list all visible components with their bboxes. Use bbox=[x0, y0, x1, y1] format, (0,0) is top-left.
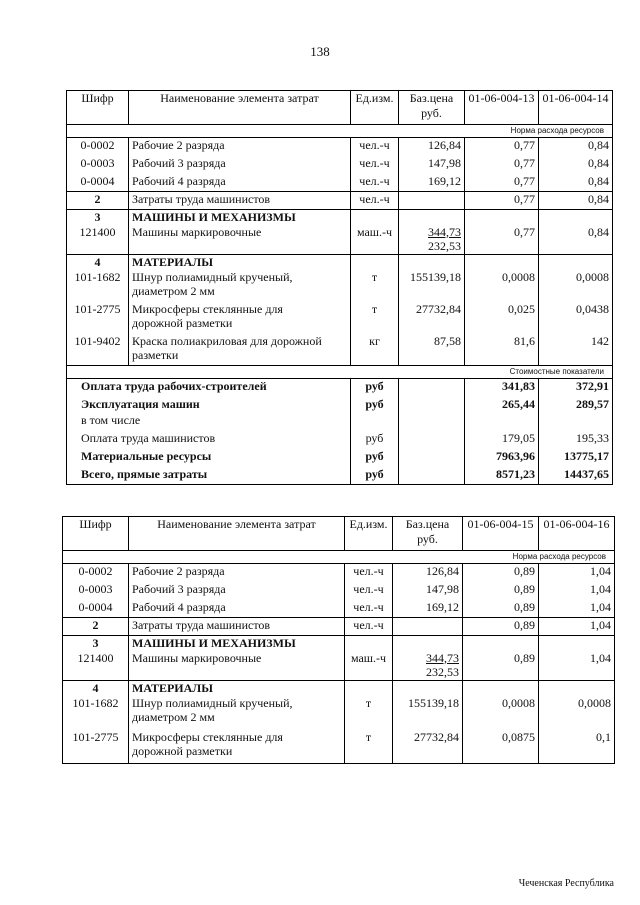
cost-caption-row bbox=[67, 366, 613, 379]
cell-name: Затраты труда машинистов bbox=[129, 618, 345, 636]
total-value-a: 179,05 bbox=[465, 431, 539, 449]
cell-unit: т bbox=[351, 270, 399, 302]
section-title: МАШИНЫ И МЕХАНИЗМЫ bbox=[129, 210, 351, 225]
name-line-2: разметки bbox=[132, 347, 179, 362]
total-unit bbox=[351, 413, 399, 431]
total-unit: руб bbox=[351, 467, 399, 485]
cell-price bbox=[393, 651, 463, 681]
cell-code: 0-0003 bbox=[67, 156, 129, 174]
total-label: Оплата труда машинистов bbox=[67, 431, 351, 449]
name-line-2: дорожной разметки bbox=[132, 743, 233, 758]
cell-unit: чел.-ч bbox=[345, 600, 393, 618]
total-unit: руб bbox=[351, 379, 399, 397]
cell-value-a: 0,77 bbox=[465, 192, 539, 210]
cell-value-a: 0,0008 bbox=[463, 696, 539, 730]
cell-price: 155139,18 bbox=[399, 270, 465, 302]
page-number: 138 bbox=[310, 44, 330, 59]
header-code: Шифр bbox=[67, 91, 129, 125]
cell-code: 0-0004 bbox=[67, 174, 129, 192]
cell-value-a: 0,89 bbox=[463, 600, 539, 618]
name-line-2: диаметром 2 мм bbox=[132, 709, 215, 724]
cell-code: 2 bbox=[67, 192, 129, 210]
cell-code: 101-2775 bbox=[67, 302, 129, 334]
header-price: Баз.цена руб. bbox=[399, 91, 465, 125]
section-title: МАТЕРИАЛЫ bbox=[129, 681, 345, 696]
table-header bbox=[67, 91, 613, 125]
total-value-b bbox=[539, 413, 613, 431]
table-row bbox=[63, 730, 615, 764]
cell-value-a: 0,0875 bbox=[463, 730, 539, 764]
resource-table-1 bbox=[66, 90, 613, 485]
cell-unit: маш.-ч bbox=[345, 651, 393, 681]
machinists-row bbox=[67, 192, 613, 210]
cell-unit: маш.-ч bbox=[351, 225, 399, 255]
cell-unit: чел.-ч bbox=[351, 192, 399, 210]
cell-unit: кг bbox=[351, 334, 399, 366]
cell-name: Рабочие 2 разряда bbox=[129, 138, 351, 156]
header-code: Шифр bbox=[63, 517, 129, 551]
cell-name bbox=[129, 730, 345, 764]
cell-value-b: 1,04 bbox=[539, 600, 615, 618]
cell-price: 126,84 bbox=[393, 564, 463, 582]
cell-value-b: 0,0438 bbox=[539, 302, 613, 334]
norm-caption-row bbox=[63, 551, 615, 564]
cell-name: Рабочий 4 разряда bbox=[129, 174, 351, 192]
cell-code: 121400 bbox=[63, 651, 129, 681]
header-unit: Ед.изм. bbox=[351, 91, 399, 125]
price-line-2: 232,53 bbox=[426, 664, 459, 679]
section-title: МАШИНЫ И МЕХАНИЗМЫ bbox=[129, 636, 345, 651]
cell-unit: чел.-ч bbox=[351, 156, 399, 174]
total-value-a: 341,83 bbox=[465, 379, 539, 397]
total-value-a: 8571,23 bbox=[465, 467, 539, 485]
cell-price: 147,98 bbox=[399, 156, 465, 174]
header-col-b: 01-06-004-16 bbox=[539, 517, 615, 551]
total-value-b: 195,33 bbox=[539, 431, 613, 449]
cell-value-b: 1,04 bbox=[539, 564, 615, 582]
cell-value-a: 0,89 bbox=[463, 564, 539, 582]
table-row bbox=[63, 582, 615, 600]
cell-name bbox=[129, 334, 351, 366]
cell-value-b: 142 bbox=[539, 334, 613, 366]
cell-price bbox=[399, 192, 465, 210]
machinists-row bbox=[63, 618, 615, 636]
cell-price: 169,12 bbox=[393, 600, 463, 618]
section-number: 3 bbox=[67, 210, 129, 225]
cell-value-b: 0,1 bbox=[539, 730, 615, 764]
total-value-b: 14437,65 bbox=[539, 467, 613, 485]
cell-value-b: 0,84 bbox=[539, 225, 613, 255]
cell-name: Машины маркировочные bbox=[129, 651, 345, 681]
section-materials bbox=[67, 255, 613, 270]
total-label: Оплата труда рабочих-строителей bbox=[67, 379, 351, 397]
total-value-b: 372,91 bbox=[539, 379, 613, 397]
cell-price: 27732,84 bbox=[393, 730, 463, 764]
cell-value-a: 0,89 bbox=[463, 618, 539, 636]
header-col-a: 01-06-004-13 bbox=[465, 91, 539, 125]
total-unit: руб bbox=[351, 449, 399, 467]
table-row bbox=[63, 651, 615, 681]
cell-code: 101-9402 bbox=[67, 334, 129, 366]
cell-code: 101-1682 bbox=[67, 270, 129, 302]
cell-price: 155139,18 bbox=[393, 696, 463, 730]
cell-value-a: 0,77 bbox=[465, 225, 539, 255]
total-row bbox=[67, 379, 613, 397]
cell-code: 0-0002 bbox=[63, 564, 129, 582]
cell-name: Рабочий 3 разряда bbox=[129, 582, 345, 600]
cell-unit: чел.-ч bbox=[345, 618, 393, 636]
header-col-b: 01-06-004-14 bbox=[539, 91, 613, 125]
total-label: в том числе bbox=[67, 413, 351, 431]
cell-value-b: 1,04 bbox=[539, 582, 615, 600]
cell-value-b: 0,84 bbox=[539, 156, 613, 174]
section-machines bbox=[63, 636, 615, 651]
cell-price: 147,98 bbox=[393, 582, 463, 600]
table-row bbox=[67, 334, 613, 366]
table-row bbox=[67, 138, 613, 156]
name-line-1: Шнур полиамидный крученый, bbox=[132, 269, 293, 284]
cell-value-a: 0,0008 bbox=[465, 270, 539, 302]
cell-price: 169,12 bbox=[399, 174, 465, 192]
cell-unit: т bbox=[345, 730, 393, 764]
name-line-1: Микросферы стеклянные для bbox=[132, 301, 283, 316]
cell-name bbox=[129, 302, 351, 334]
cell-name: Машины маркировочные bbox=[129, 225, 351, 255]
table-row bbox=[63, 696, 615, 730]
cell-price: 126,84 bbox=[399, 138, 465, 156]
cell-name: Затраты труда машинистов bbox=[129, 192, 351, 210]
total-value-b: 13775,17 bbox=[539, 449, 613, 467]
cell-value-b: 1,04 bbox=[539, 651, 615, 681]
total-label: Материальные ресурсы bbox=[67, 449, 351, 467]
page-footer: Чеченская Республика bbox=[518, 878, 614, 889]
name-line-2: диаметром 2 мм bbox=[132, 283, 215, 298]
cell-unit: т bbox=[345, 696, 393, 730]
cell-value-b: 0,0008 bbox=[539, 696, 615, 730]
header-price: Баз.цена руб. bbox=[393, 517, 463, 551]
total-value-a: 265,44 bbox=[465, 397, 539, 413]
section-title: МАТЕРИАЛЫ bbox=[129, 255, 351, 270]
total-value-a bbox=[465, 413, 539, 431]
cell-price bbox=[393, 618, 463, 636]
cell-value-b: 0,84 bbox=[539, 138, 613, 156]
cell-value-b: 0,84 bbox=[539, 174, 613, 192]
total-unit: руб bbox=[351, 431, 399, 449]
cell-value-a: 0,025 bbox=[465, 302, 539, 334]
cell-value-a: 0,77 bbox=[465, 138, 539, 156]
cell-value-b: 0,0008 bbox=[539, 270, 613, 302]
table-row bbox=[63, 564, 615, 582]
cell-name: Рабочие 2 разряда bbox=[129, 564, 345, 582]
cell-unit: чел.-ч bbox=[345, 564, 393, 582]
cell-code: 0-0002 bbox=[67, 138, 129, 156]
price-line-1: 344,73 bbox=[426, 650, 459, 665]
table-row bbox=[67, 302, 613, 334]
cell-price: 27732,84 bbox=[399, 302, 465, 334]
cell-unit: чел.-ч bbox=[351, 174, 399, 192]
cell-name: Рабочий 3 разряда bbox=[129, 156, 351, 174]
cell-code: 121400 bbox=[67, 225, 129, 255]
cell-unit: т bbox=[351, 302, 399, 334]
section-number: 4 bbox=[67, 255, 129, 270]
price-line-1: 344,73 bbox=[428, 224, 461, 239]
table-row bbox=[67, 174, 613, 192]
table-row bbox=[67, 156, 613, 174]
section-machines bbox=[67, 210, 613, 225]
cell-value-a: 0,89 bbox=[463, 582, 539, 600]
header-unit: Ед.изм. bbox=[345, 517, 393, 551]
cell-code: 101-2775 bbox=[63, 730, 129, 764]
price-line-2: 232,53 bbox=[428, 238, 461, 253]
cell-value-a: 0,77 bbox=[465, 174, 539, 192]
cell-price: 87,58 bbox=[399, 334, 465, 366]
name-line-1: Микросферы стеклянные для bbox=[132, 729, 283, 744]
table-row bbox=[67, 270, 613, 302]
cell-name: Рабочий 4 разряда bbox=[129, 600, 345, 618]
header-name: Наименование элемента затрат bbox=[129, 517, 345, 551]
cell-value-b: 1,04 bbox=[539, 618, 615, 636]
cell-code: 101-1682 bbox=[63, 696, 129, 730]
cell-price bbox=[399, 225, 465, 255]
total-row bbox=[67, 467, 613, 485]
total-row bbox=[67, 449, 613, 467]
section-number: 3 bbox=[63, 636, 129, 651]
cell-unit: чел.-ч bbox=[351, 138, 399, 156]
resource-table-2 bbox=[62, 516, 615, 764]
cell-value-b: 0,84 bbox=[539, 192, 613, 210]
cell-name bbox=[129, 696, 345, 730]
header-col-a: 01-06-004-15 bbox=[463, 517, 539, 551]
cell-code: 0-0004 bbox=[63, 600, 129, 618]
table-row bbox=[63, 600, 615, 618]
cell-code: 0-0003 bbox=[63, 582, 129, 600]
norm-caption: Норма расхода ресурсов bbox=[67, 125, 613, 138]
section-materials bbox=[63, 681, 615, 696]
cost-caption: Стоимостные показатели bbox=[67, 366, 613, 379]
name-line-1: Шнур полиамидный крученый, bbox=[132, 695, 293, 710]
cell-value-a: 0,89 bbox=[463, 651, 539, 681]
cell-unit: чел.-ч bbox=[345, 582, 393, 600]
total-unit: руб bbox=[351, 397, 399, 413]
total-row bbox=[67, 413, 613, 431]
name-line-2: дорожной разметки bbox=[132, 315, 233, 330]
total-label: Эксплуатация машин bbox=[67, 397, 351, 413]
total-row bbox=[67, 431, 613, 449]
total-value-b: 289,57 bbox=[539, 397, 613, 413]
cell-value-a: 81,6 bbox=[465, 334, 539, 366]
cell-code: 2 bbox=[63, 618, 129, 636]
name-line-1: Краска полиакриловая для дорожной bbox=[132, 333, 322, 348]
norm-caption-row bbox=[67, 125, 613, 138]
norm-caption: Норма расхода ресурсов bbox=[63, 551, 615, 564]
total-value-a: 7963,96 bbox=[465, 449, 539, 467]
section-number: 4 bbox=[63, 681, 129, 696]
total-label: Всего, прямые затраты bbox=[67, 467, 351, 485]
cell-name bbox=[129, 270, 351, 302]
total-row bbox=[67, 397, 613, 413]
table-row bbox=[67, 225, 613, 255]
cell-value-a: 0,77 bbox=[465, 156, 539, 174]
header-name: Наименование элемента затрат bbox=[129, 91, 351, 125]
table-header bbox=[63, 517, 615, 551]
